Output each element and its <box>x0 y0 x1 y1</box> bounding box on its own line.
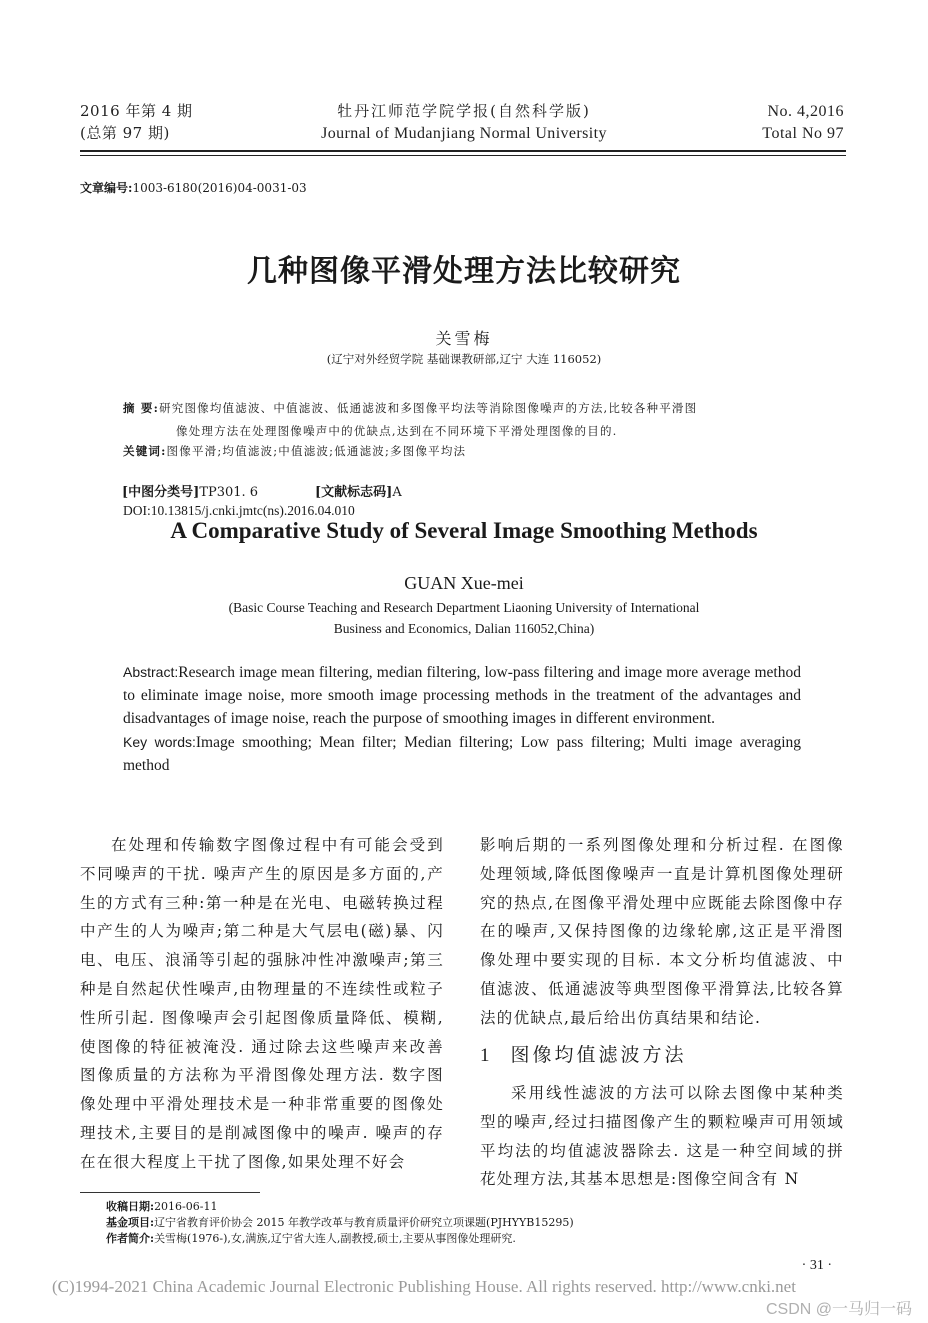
abstract-cn-label: 摘 要: <box>123 401 160 415</box>
clc-label: [中图分类号] <box>122 485 200 500</box>
footnote-author-bio <box>106 1231 516 1248</box>
header-rule-thin <box>80 155 846 156</box>
journal-name-cn: 牡丹江师范学院学报(自然科学版) <box>337 102 591 120</box>
section-title: 图像均值滤波方法 <box>510 1044 687 1066</box>
doc-code-value: A <box>392 485 402 500</box>
received-label: 收稿日期: <box>106 1200 155 1213</box>
fund-value: 辽宁省教育评价协会 2015 年教学改革与教育质量评价研究立项课题(PJHYYB15295) <box>154 1216 574 1229</box>
header-rule-thick <box>80 150 846 152</box>
abstract-en <box>123 661 801 777</box>
keywords-cn-label: 关键词: <box>123 444 167 458</box>
document-code <box>315 481 402 500</box>
bio-value: 关雪梅(1976-),女,满族,辽宁省大连人,副教授,硕士,主要从事图像处理研究. <box>154 1232 516 1245</box>
affiliation-en-line1: (Basic Course Teaching and Research Department Liaoning University of International <box>228 600 700 615</box>
body-paragraph-left: 在处理和传输数字图像过程中有可能会受到不同噪声的干扰. 噪声产生的原因是多方面的,产生的方式有三种:第一种是在光电、电磁转换过程中产生的人为噪声;第二种是大气层电(磁)暴、闪电、电压、浪涌等引起的强脉冲性冲激噪声;第三种是自然起伏性噪声,由物理量的不连续性或粒子性所引起. 图像噪声会引起图像质量降低、模糊,使图像的特征被淹没. 通过除去这些噪声来改善图像质量的方法称为平滑图像处理方法. 数字图像处理中平滑处理技术是一种非常重要的图像处理技术,主要目的是削减图像中的噪声. 噪声的存在在很大程度上干扰了图像,如果处理不好会 <box>80 836 444 1171</box>
issue-en: No. 4,2016 <box>767 103 844 120</box>
author-en: GUAN Xue-mei <box>404 573 524 593</box>
keywords-en-text: Image smoothing; Mean filter; Median filtering; Low pass filtering; Multi image averaging method <box>123 733 802 774</box>
footnote-received <box>106 1199 217 1216</box>
keywords-en-label: Key words: <box>123 733 196 750</box>
issue-cn: 2016 年第 4 期 <box>80 102 193 120</box>
fund-label: 基金项目: <box>106 1216 155 1229</box>
body-right-column-2 <box>480 1079 844 1194</box>
body-paragraph-right-1: 影响后期的一系列图像处理和分析过程. 在图像处理领域,降低图像噪声一直是计算机图像处理研究的热点,在图像平滑处理中应既能去除图像中存在的噪声,又保持图像的边缘轮廓,这正是平滑图像处理中要实现的目标. 本文分析均值滤波、中值滤波、低通滤波等典型图像平滑算法,比较各算法的优缺点,最后给出仿真结果和结论. <box>480 836 844 1027</box>
footnote-rule <box>80 1192 260 1193</box>
body-right-column <box>480 831 844 1033</box>
journal-name-en: Journal of Mudanjiang Normal University <box>321 125 607 142</box>
total-issue-cn: (总第 97 期) <box>80 124 170 142</box>
title-cn: 几种图像平滑处理方法比较研究 <box>247 254 681 289</box>
doc-code-label: [文献标志码] <box>315 485 393 500</box>
keywords-cn <box>123 440 466 463</box>
bio-label: 作者简介: <box>106 1232 155 1245</box>
abstract-cn-text2: 像处理方法在处理图像噪声中的优缺点,达到在不同环境下平滑处理图像的目的. <box>176 424 618 438</box>
section-heading-1 <box>480 1040 687 1067</box>
received-value: 2016-06-11 <box>154 1200 218 1213</box>
keywords-cn-value: 图像平滑;均值滤波;中值滤波;低通滤波;多图像平均法 <box>166 444 467 458</box>
total-issue-en: Total No 97 <box>762 125 844 142</box>
clc-value: TP301. 6 <box>199 485 259 500</box>
article-number-label: 文章编号: <box>80 181 133 195</box>
affiliation-en-line2: Business and Economics, Dalian 116052,China) <box>333 621 595 636</box>
abstract-en-text: Research image mean filtering, median filtering, low-pass filtering and image more average method to eliminate image noise, more smooth image processing methods in the treatment of the advantages and disadvantages of image noise, reach the purpose of smoothing images in different environment. <box>123 664 801 728</box>
article-number-value: 1003-6180(2016)04-0031-03 <box>132 181 307 195</box>
abstract-cn-text1: 研究图像均值滤波、中值滤波、低通滤波和多图像平均法等消除图像噪声的方法,比较各种平滑图 <box>159 401 698 415</box>
body-left-column <box>80 831 444 1177</box>
abstract-cn-line1 <box>123 397 697 420</box>
article-number <box>80 179 307 196</box>
affiliation-cn: (辽宁对外经贸学院 基础课教研部,辽宁 大连 116052) <box>326 352 602 366</box>
body-paragraph-right-2: 采用线性滤波的方法可以除去图像中某种类型的噪声,经过扫描图像产生的颗粒噪声可用领域平均法的均值滤波器除去. 这是一种空间域的拼花处理方法,其基本思想是:图像空间含有 N <box>480 1084 844 1189</box>
doi: DOI:10.13815/j.cnki.jmtc(ns).2016.04.010 <box>123 503 355 518</box>
author-cn: 关雪梅 <box>435 329 493 348</box>
cnki-watermark: (C)1994-2021 China Academic Journal Electronic Publishing House. All rights reserved. http://www.cnki.net <box>52 1277 796 1296</box>
title-en: A Comparative Study of Several Image Smoothing Methods <box>170 518 758 543</box>
abstract-en-label: Abstract: <box>123 664 179 680</box>
page-number: · 31 · <box>801 1258 832 1273</box>
csdn-watermark: CSDN @一马归一码 <box>765 1301 912 1318</box>
footnote-fund <box>106 1215 574 1232</box>
section-number: 1 <box>480 1045 493 1066</box>
clc-number <box>122 481 258 500</box>
